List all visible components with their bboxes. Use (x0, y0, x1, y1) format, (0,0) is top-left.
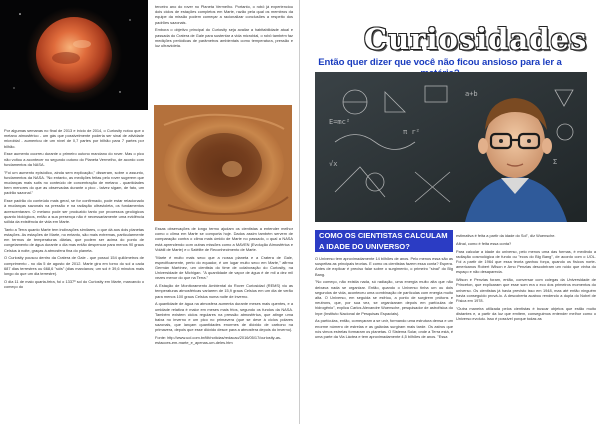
paragraph: O Universo tem aproximadamente 14 bilhões de anos. Pelo menos essa são as suspeitas as principais teorias. E como os cientistas fazem essa conta? Espera. Antes de explicar é preciso falar sobre o surgimento, o primeiro "sinal" do Big Bang. (315, 256, 453, 277)
magazine-title: Curiosidades (364, 22, 588, 56)
mars-crater-graphic (154, 105, 292, 221)
paragraph: Para calcular a idade do universo, pelo menos uma das formas, é medindo a radiação cosmológica de fundo ou "ecos do Big Bang", de acordo com o UOL. Foi a partir de 1964 que essa teoria ganhou força, quando os físicos norte-americanos Robert Wilson e Arno Penzias descobriram um ruído que vinha do espaço e não desaparecia. (456, 248, 596, 275)
magazine-subtitle: Então quer dizer que você não ficou ansioso para ler a (318, 57, 562, 68)
svg-text:a+b: a+b (465, 90, 478, 98)
paragraph: A quantidade de água na atmosfera aumenta durante meses mais quentes, e a umidade relativa é maior em meses mais frios, segundo os fundos da NASA. Também existem ciclos regulares na pressão atmosférica, que atinge uma baixa no inverno e um pico no primavera (que se deve à ciclos polares sazonais, que lançam quantidades enormes de dióxido de carbono na primavera, depois que esse dióxido desce para a atmosfera depois do inverno). (155, 301, 293, 333)
mars-planet-graphic (0, 0, 148, 110)
paragraph: Afinal, como é feita essa conta? (456, 240, 512, 246)
article-column-2-bottom (155, 226, 293, 348)
paragraph: terceiro ano do rover no Planeta Vermelho. Portanto, o robô já experienciou dois ciclos de estações completos em Marte, razão pela qual os membros da equipe da missão podem começar a racionalizar conclusões a respeito dos padrões sazonais. (155, 4, 293, 25)
boy-chalkboard-image (315, 72, 587, 222)
paragraph: Tanto a Terra quanto Marte tem inclinações similares, o que dá aos dois planetas estações. As estações de Marte, no entanto, são mais extremas, particularmente em termos de temperaturas diárias, que podem ser acima do ponto de congelamento de água durante o dia mas então despencar para menos 90 graus Celsius à noite, graças à atmosfera fina do planeta. (4, 226, 144, 253)
paragraph: A Estação de Monitoramento Ambiental do Rover Curiosidad (REMS) viu as temperaturas atmosféricas variarem de 15,9 graus Celsius em um dia de verão para menos 100 graus Celsius numa noite de inverno. (155, 283, 293, 299)
paragraph: O Curiosity pousou dentro da Cratera de Gale - que possui 154 quilômetros de comprimento - no dia 5 de agosto de 2012. Marte gira em torno do sol a cada 687 dias terrestres ou 668,6 "sóis" (dias marcianos; um sol é 39,6 minutos mais longo do que um dia terrestre). (4, 255, 144, 277)
paragraph: "Foi um aumento episódico, ainda sem explicação," disseram, sobre o assunto, fundamentos da NASA. "No entanto, as medições feitas pelo rover sugerem que mudanças mais sutis no conteúdo de concentração de metano - quantidades bem menores do que as observadas durante o pico - talvez sigam, de fato, um padrão sazonal." (4, 169, 144, 196)
mars-planet-image (0, 0, 148, 110)
svg-text:√x: √x (329, 160, 338, 168)
paragraph: estimativa é feita a partir da idade do Sol", diz Wuensche. (456, 233, 556, 238)
article-column-4 (456, 233, 596, 324)
article-column-3 (315, 256, 453, 342)
svg-text:Σ: Σ (553, 158, 558, 166)
paragraph: Esse padrão do conteúdo mais geral, se for confirmado, pode estar relacionado à mudanças sazonais na pressão e na radiação ultravioleta, os fundamentos acrescentaram. O metano pode ser produzido tanto por processos geológicos quanto biológicos, então a sua presença não é necessariamente uma evidência sólida da existência de vida em Marte. (4, 198, 144, 225)
paragraph: "No começo, não existia nada, só radiação, uma energia muito alta que não deixava nada se organizar. Então, quando o Universo tinha um ou dois segundos de vida, aconteceu uma combinação de partículas com energia muito alta. O Universo, em seguida se esfriou, a ponto de surgirem prótons e neutrons, que, por sua vez, se organizaram depois em partículas de hidrogênio", explica Carlos Alexandre Wuensche, pesquisador de astrofísica do Inpe (Instituto Nacional de Pesquisas Espaciais). (315, 279, 453, 316)
paragraph: As partículas, então, começaram a se unir, formando uma estrutura densa e um enorme número de estrelas e as galáxias surgiram mais tarde. Os astros que nós vimos estrelas formaram os planetas. O Sistema Solar, onde a Terra está, é uma parte da Via Láctea e tem aproximadamente 4,5 bilhões de anos. "Essa (315, 318, 453, 340)
paragraph: O dia 11 de maio quarta-feira, foi o 1337º sol do Curiosity em Marte, marcando o começo do (4, 278, 144, 290)
paragraph: Wilson e Penzias foram, então, conversar com colegas da Universidade de Princeton, que explicaram que esse som era o eco dos primeiros momentos do universo. Os cientistas já havia previsto isso em 1948, mas até então ninguém havia conseguido prová-lo. A descoberta acabou rendendo a dupla do Nobel de Física em 1978. (456, 277, 596, 304)
source-link[interactable]: Fonte: http://www.uol.com.br/tilt/noticias/redacao/2016/05/17/curiosity-as-estacoes-em-marte_e_apenas-um-deles.htm (155, 335, 282, 346)
paragraph: Esse aumento ocorreu durante o primeiro outono marciano do rover. Mas o pico não voltou a acontecer no segundo outono do Planeta Vermelho, de acordo com fundamentos da NASA. (4, 151, 144, 167)
article-column-1 (4, 128, 144, 292)
paragraph: "Marte é muito mais seco que a nossa planeta e a Cratera de Gale, especificamente, perto do equador, é um lugar muito seco em Marte," afirma Germán Martínez, um cientista do time de colaboração do Curiosity, na Universidade de Michigan. "A quantidade de vapor de água é de mil a dez mil vezes menor do que na Terra." (155, 254, 293, 281)
paragraph: "Outra maneira utilizada pelos cientistas é buscar objetos que estão muito distantes e, a partir da luz que emitem, conseguimos entender melhor como o Universo evoluiu. Isso é possível porque todas as (456, 305, 596, 322)
svg-text:π r²: π r² (403, 128, 420, 136)
paragraph: Embora o objetivo principal do Curiosity seja avaliar a habitabilidade atual e passada do Cratera de Gale para sustentar a vida microbial, o robô também faz medições periódicas de parâmetros ambientais como temperatura, pressão e luz ultravioleta. (155, 27, 293, 49)
boy-chalkboard-graphic (315, 72, 587, 222)
mars-crater-image (154, 105, 292, 221)
section-heading: COMO OS CIENTISTAS CALCULAM A IDADE DO UNIVERSO? (315, 230, 453, 252)
paragraph: Por algumas semanas no final de 2013 e início de 2014, o Curiosity notou que o metano atmosférico - um gás que possivelmente poderia ser sinal de atividade microbial - aumentou de um nível de 0,7 partes por bilhão para 7 partes por bilhão. (4, 128, 144, 149)
paragraph: Essas observações de longo termo ajudam os cientistas a entender melhor como o clima em Marte se comporta hoje. Dados assim também servem de comparação contra o clima mais úmido de Marte no passado, o qual a NASA está aprendendo com outras missões como a MAVEN (Evolução Atmosférica e Volátil de Marte) e o Satélite de Reconhecimento de Marte. (155, 226, 293, 252)
svg-text:E=mc²: E=mc² (329, 118, 351, 126)
article-column-2-top (155, 4, 293, 51)
